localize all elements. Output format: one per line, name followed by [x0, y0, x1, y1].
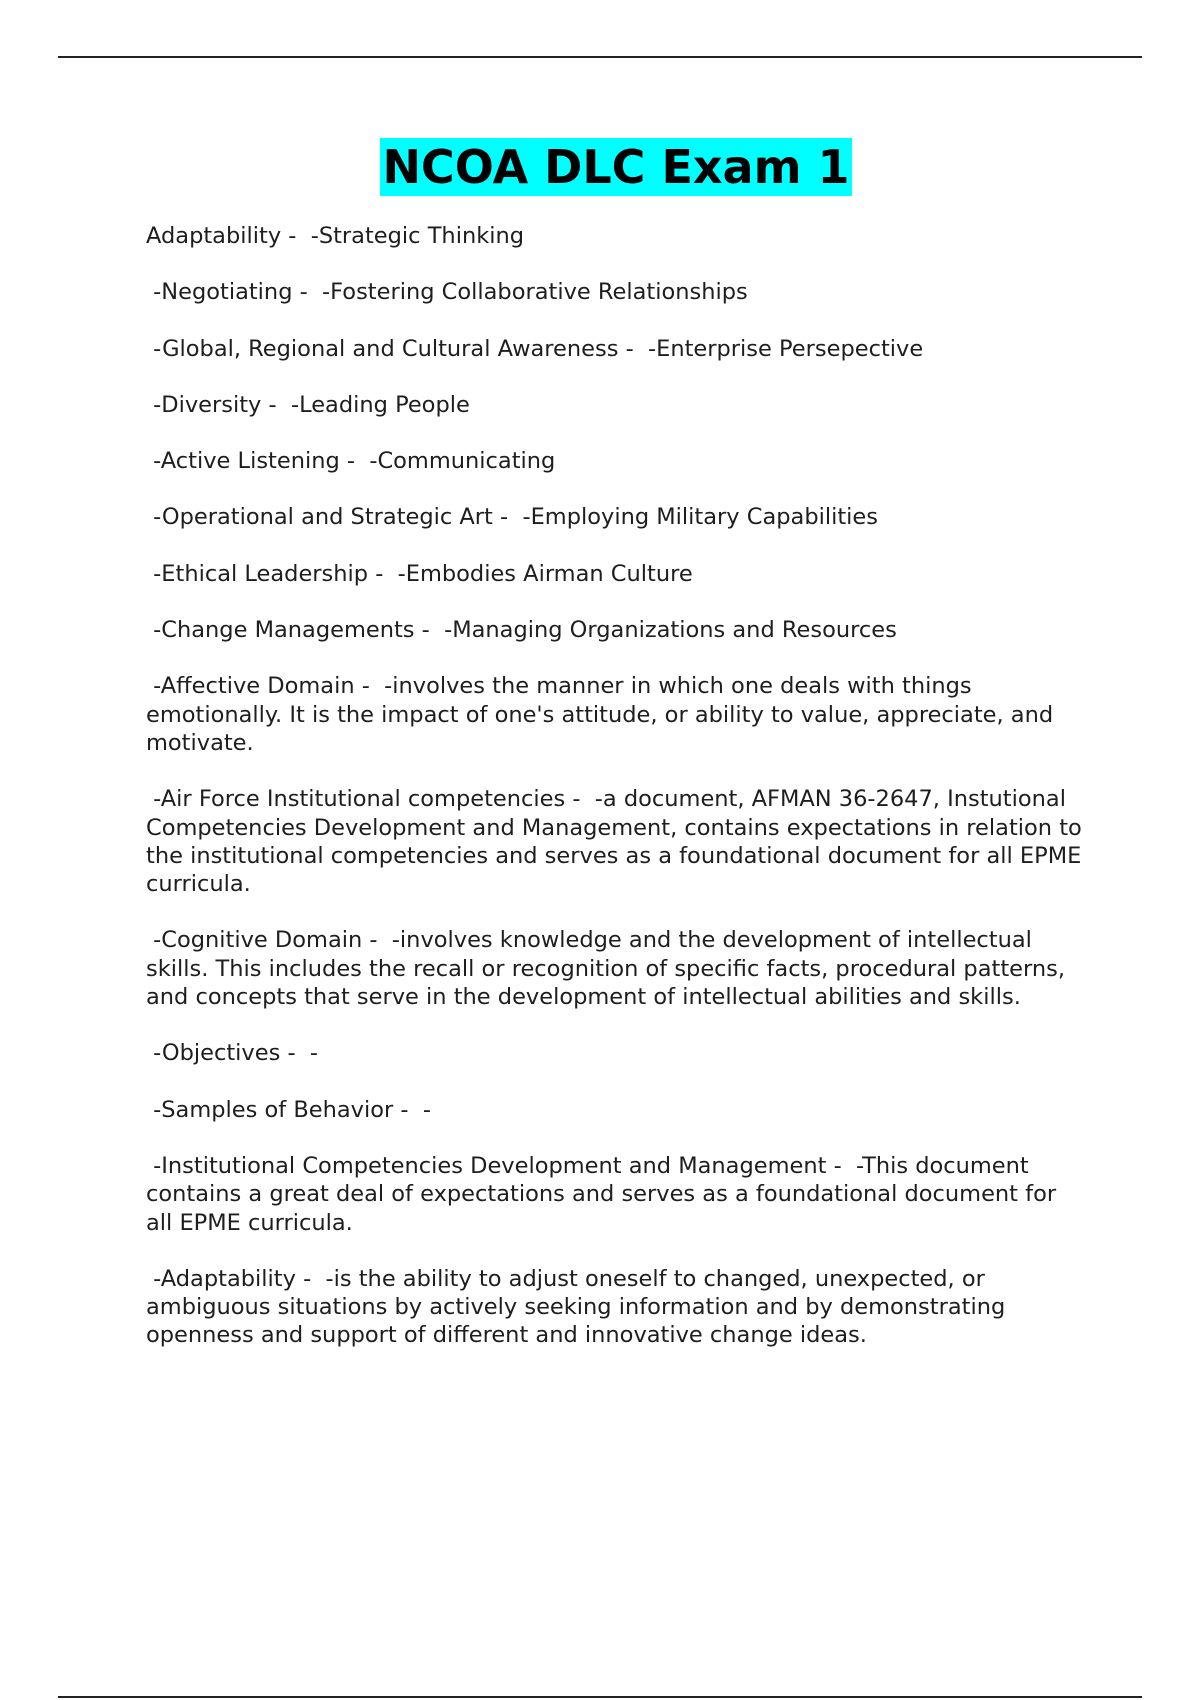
entry-item: -Active Listening - -Communicating [146, 448, 556, 475]
entry-list [146, 222, 1089, 1350]
entry-item: -Ethical Leadership - -Embodies Airman Culture [146, 560, 693, 587]
entry-item: -Affective Domain - -involves the manner in which one deals with things emotionally. It is the impact of one's attitude, or ability to value, appreciate, and motivate. [146, 673, 1061, 756]
entry-item: Adaptability - -Strategic Thinking [146, 223, 525, 249]
bottom-rule [58, 1696, 1142, 1698]
entry-item: -Adaptability - -is the ability to adjust oneself to changed, unexpected, or ambiguous situations by actively seeking information and by demonstrating openness and support of different and innovative change ideas. [146, 1265, 1013, 1349]
document-page [146, 138, 1089, 1378]
entry-item: -Objectives - - [146, 1040, 319, 1067]
entry-item: -Operational and Strategic Art - -Employing Military Capabilities [146, 504, 879, 531]
entry-item: -Global, Regional and Cultural Awareness - -Enterprise Persepective [146, 335, 924, 362]
entry-item: -Cognitive Domain - -involves knowledge and the development of intellectual skills. This includes the recall or recognition of specific facts, procedural patterns, and concepts that serve in the development of intellectual abilities and skills. [146, 927, 1073, 1011]
entry-item: -Air Force Institutional competencies - -a document, AFMAN 36-2647, Instutional Competencies Development and Management, contains expectations in relation to the institutional competencies and serves as a foundational document for all EPME curricula. [146, 786, 1089, 898]
top-rule [58, 56, 1142, 58]
entry-item: -Diversity - -Leading People [146, 391, 470, 418]
entry-item: -Change Managements - -Managing Organizations and Resources [146, 617, 897, 644]
title-wrapper [146, 138, 1086, 196]
document-title: NCOA DLC Exam 1 [382, 140, 850, 194]
entry-item: -Institutional Competencies Development and Management - -This document contains a great deal of expectations and serves as a foundational document for all EPME curricula. [146, 1152, 1064, 1236]
entry-item: -Negotiating - -Fostering Collaborative Relationships [146, 279, 748, 306]
entry-item: -Samples of Behavior - - [146, 1096, 431, 1123]
